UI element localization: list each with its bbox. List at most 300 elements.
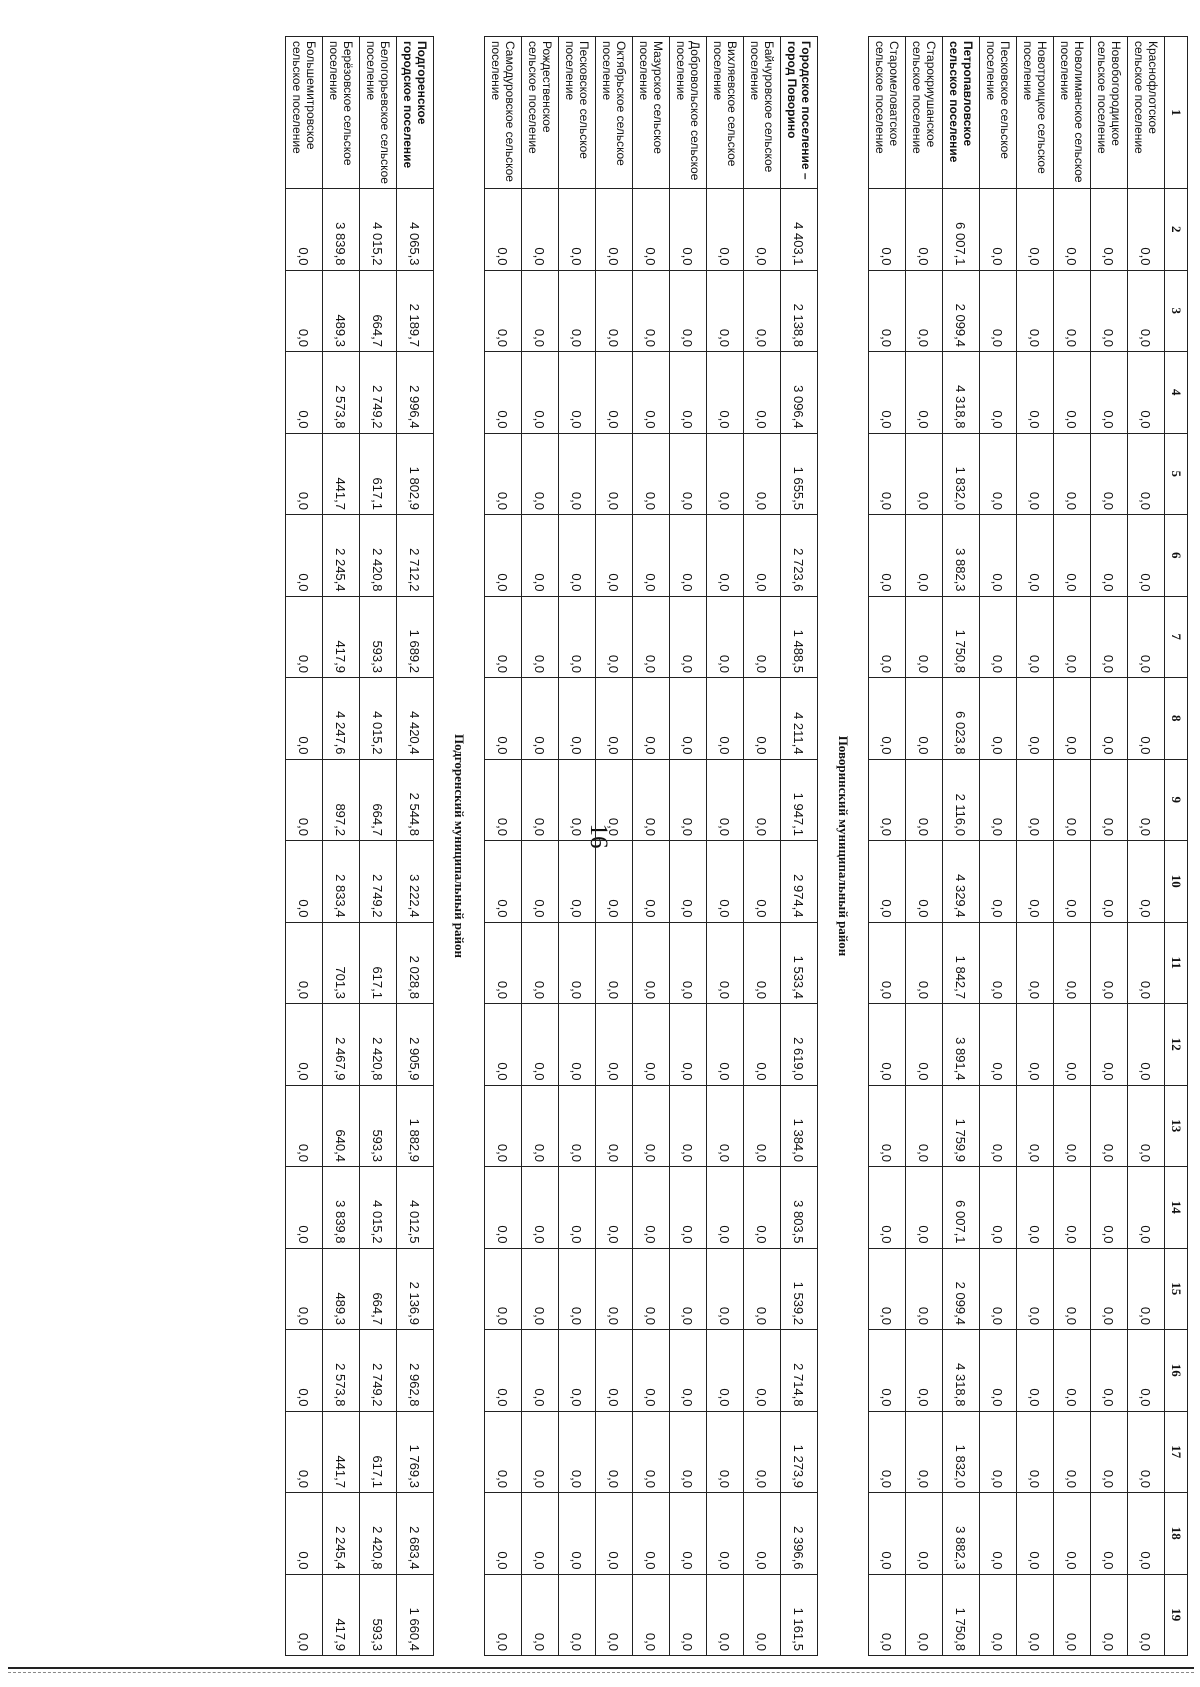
value-cell: 0,0 (670, 1167, 707, 1249)
value-cell: 2 749,2 (360, 352, 397, 434)
value-cell: 0,0 (485, 596, 522, 678)
value-cell: 2 723,6 (781, 515, 818, 597)
settlement-name: Новобогородицкое сельское поселение (1091, 37, 1128, 189)
value-cell: 0,0 (1054, 1330, 1091, 1412)
value-cell: 0,0 (869, 1085, 906, 1167)
value-cell: 0,0 (522, 1411, 559, 1493)
value-cell: 0,0 (1054, 1493, 1091, 1575)
value-cell: 0,0 (485, 759, 522, 841)
value-cell: 1 533,4 (781, 922, 818, 1004)
header-row (1165, 37, 1188, 1656)
value-cell: 0,0 (1054, 596, 1091, 678)
value-cell: 0,0 (670, 1004, 707, 1086)
value-cell: 0,0 (485, 189, 522, 271)
value-cell: 1 759,9 (943, 1085, 980, 1167)
value-cell: 1 655,5 (781, 433, 818, 515)
value-cell: 0,0 (707, 596, 744, 678)
value-cell: 0,0 (1128, 759, 1165, 841)
value-cell: 0,0 (485, 1004, 522, 1086)
value-cell: 0,0 (286, 189, 323, 271)
settlement-name: Байчуровское сельское поселение (744, 37, 781, 189)
value-cell: 0,0 (596, 1493, 633, 1575)
value-cell: 0,0 (744, 1167, 781, 1249)
value-cell: 0,0 (1017, 1085, 1054, 1167)
settlement-name: Песковское сельское поселение (980, 37, 1017, 189)
value-cell: 0,0 (906, 270, 943, 352)
value-cell: 0,0 (1128, 1167, 1165, 1249)
table-row (485, 37, 522, 1656)
value-cell: 0,0 (980, 352, 1017, 434)
value-cell: 0,0 (869, 352, 906, 434)
value-cell: 0,0 (744, 759, 781, 841)
value-cell: 0,0 (559, 1493, 596, 1575)
value-cell: 0,0 (559, 1411, 596, 1493)
value-cell: 2 136,9 (397, 1248, 434, 1330)
value-cell: 1 832,0 (943, 433, 980, 515)
column-number-header: 7 (1165, 596, 1188, 678)
settlement-name: Берёзовское сельское поселение (323, 37, 360, 189)
value-cell: 2 420,8 (360, 1493, 397, 1575)
value-cell: 0,0 (1054, 1574, 1091, 1656)
value-cell: 2 544,8 (397, 759, 434, 841)
value-cell: 0,0 (1091, 1411, 1128, 1493)
value-cell: 0,0 (1128, 1574, 1165, 1656)
settlement-name: Петропавловское сельское поселение (943, 37, 980, 189)
value-cell: 0,0 (485, 922, 522, 1004)
value-cell: 0,0 (633, 352, 670, 434)
value-cell: 3 839,8 (323, 1167, 360, 1249)
value-cell: 2 573,8 (323, 1330, 360, 1412)
column-number-header: 4 (1165, 352, 1188, 434)
value-cell: 0,0 (707, 759, 744, 841)
column-number-header: 1 (1165, 37, 1188, 189)
value-cell: 0,0 (1091, 1248, 1128, 1330)
value-cell: 0,0 (980, 1248, 1017, 1330)
value-cell: 0,0 (633, 1411, 670, 1493)
settlement-name: Старомеловатское сельское поселение (869, 37, 906, 189)
value-cell: 2 905,9 (397, 1004, 434, 1086)
value-cell: 0,0 (906, 922, 943, 1004)
value-cell: 0,0 (707, 352, 744, 434)
value-cell: 0,0 (869, 515, 906, 597)
value-cell: 0,0 (1054, 1004, 1091, 1086)
value-cell: 0,0 (707, 1330, 744, 1412)
value-cell: 0,0 (633, 1167, 670, 1249)
value-cell: 0,0 (485, 515, 522, 597)
value-cell: 0,0 (707, 1493, 744, 1575)
value-cell: 0,0 (980, 1085, 1017, 1167)
value-cell: 0,0 (744, 1493, 781, 1575)
value-cell: 0,0 (522, 1493, 559, 1575)
value-cell: 0,0 (596, 1167, 633, 1249)
value-cell: 0,0 (559, 841, 596, 923)
value-cell: 0,0 (906, 1330, 943, 1412)
value-cell: 0,0 (869, 1411, 906, 1493)
value-cell: 0,0 (1054, 270, 1091, 352)
value-cell: 0,0 (559, 433, 596, 515)
value-cell: 0,0 (744, 1330, 781, 1412)
value-cell: 0,0 (596, 759, 633, 841)
column-number-header: 3 (1165, 270, 1188, 352)
value-cell: 0,0 (906, 189, 943, 271)
table-row (522, 37, 559, 1656)
value-cell: 489,3 (323, 1248, 360, 1330)
value-cell: 0,0 (670, 1330, 707, 1412)
value-cell: 0,0 (1128, 352, 1165, 434)
value-cell: 0,0 (286, 1330, 323, 1412)
value-cell: 0,0 (980, 433, 1017, 515)
value-cell: 1 750,8 (943, 1574, 980, 1656)
value-cell: 0,0 (1128, 922, 1165, 1004)
value-cell: 1 161,5 (781, 1574, 818, 1656)
value-cell: 0,0 (707, 1411, 744, 1493)
value-cell: 617,1 (360, 433, 397, 515)
value-cell: 0,0 (286, 433, 323, 515)
value-cell: 0,0 (906, 841, 943, 923)
section-heading-row (818, 37, 869, 1656)
column-number-header: 19 (1165, 1574, 1188, 1656)
value-cell: 4 318,8 (943, 352, 980, 434)
value-cell: 593,3 (360, 1085, 397, 1167)
value-cell: 0,0 (1128, 433, 1165, 515)
value-cell: 2 749,2 (360, 841, 397, 923)
value-cell: 0,0 (869, 1167, 906, 1249)
settlement-name: Старокриушанское сельское поселение (906, 37, 943, 189)
value-cell: 0,0 (596, 1004, 633, 1086)
value-cell: 0,0 (980, 1330, 1017, 1412)
column-number-header: 11 (1165, 922, 1188, 1004)
value-cell: 0,0 (596, 189, 633, 271)
value-cell: 0,0 (522, 1085, 559, 1167)
value-cell: 0,0 (1128, 678, 1165, 760)
value-cell: 0,0 (906, 1411, 943, 1493)
value-cell: 0,0 (522, 841, 559, 923)
value-cell: 0,0 (1017, 1004, 1054, 1086)
value-cell: 0,0 (286, 1248, 323, 1330)
value-cell: 0,0 (980, 678, 1017, 760)
table-row (360, 37, 397, 1656)
value-cell: 0,0 (869, 759, 906, 841)
value-cell: 4 420,4 (397, 678, 434, 760)
column-number-header: 5 (1165, 433, 1188, 515)
value-cell: 417,9 (323, 596, 360, 678)
value-cell: 0,0 (1091, 352, 1128, 434)
value-cell: 0,0 (670, 189, 707, 271)
value-cell: 0,0 (633, 433, 670, 515)
value-cell: 0,0 (1054, 841, 1091, 923)
value-cell: 6 007,1 (943, 1167, 980, 1249)
value-cell: 0,0 (1128, 1330, 1165, 1412)
value-cell: 0,0 (869, 678, 906, 760)
column-number-header: 8 (1165, 678, 1188, 760)
value-cell: 4 015,2 (360, 189, 397, 271)
value-cell: 0,0 (286, 1574, 323, 1656)
value-cell: 2 996,4 (397, 352, 434, 434)
value-cell: 0,0 (1054, 515, 1091, 597)
value-cell: 2 420,8 (360, 515, 397, 597)
settlement-name: Подгоренское городское поселение (397, 37, 434, 189)
value-cell: 0,0 (670, 270, 707, 352)
value-cell: 0,0 (744, 352, 781, 434)
value-cell: 0,0 (670, 678, 707, 760)
value-cell: 441,7 (323, 1411, 360, 1493)
value-cell: 0,0 (286, 352, 323, 434)
value-cell: 2 712,2 (397, 515, 434, 597)
value-cell: 0,0 (559, 1167, 596, 1249)
value-cell: 0,0 (1091, 596, 1128, 678)
value-cell: 0,0 (670, 841, 707, 923)
value-cell: 0,0 (707, 270, 744, 352)
value-cell: 0,0 (1017, 922, 1054, 1004)
settlement-name: Городское поселение – город Поворино (781, 37, 818, 189)
value-cell: 0,0 (1128, 1493, 1165, 1575)
value-cell: 0,0 (1091, 1330, 1128, 1412)
value-cell: 4 012,5 (397, 1167, 434, 1249)
value-cell: 0,0 (744, 433, 781, 515)
value-cell: 4 403,1 (781, 189, 818, 271)
value-cell: 0,0 (1091, 1493, 1128, 1575)
value-cell: 4 015,2 (360, 678, 397, 760)
value-cell: 1 802,9 (397, 433, 434, 515)
value-cell: 4 329,4 (943, 841, 980, 923)
column-number-header: 14 (1165, 1167, 1188, 1249)
value-cell: 0,0 (286, 1493, 323, 1575)
value-cell: 0,0 (1128, 841, 1165, 923)
value-cell: 4 247,6 (323, 678, 360, 760)
value-cell: 0,0 (707, 1167, 744, 1249)
value-cell: 0,0 (485, 270, 522, 352)
value-cell: 0,0 (1091, 1085, 1128, 1167)
value-cell: 441,7 (323, 433, 360, 515)
value-cell: 0,0 (559, 352, 596, 434)
value-cell: 0,0 (485, 1330, 522, 1412)
value-cell: 0,0 (559, 515, 596, 597)
value-cell: 0,0 (286, 1167, 323, 1249)
value-cell: 3 882,3 (943, 1493, 980, 1575)
value-cell: 664,7 (360, 1248, 397, 1330)
table-row (633, 37, 670, 1656)
value-cell: 0,0 (980, 1004, 1017, 1086)
value-cell: 0,0 (744, 678, 781, 760)
column-number-header: 16 (1165, 1330, 1188, 1412)
value-cell: 617,1 (360, 922, 397, 1004)
value-cell: 0,0 (522, 1167, 559, 1249)
value-cell: 0,0 (1054, 1411, 1091, 1493)
value-cell: 0,0 (559, 922, 596, 1004)
table-row (781, 37, 818, 1656)
table-row (323, 37, 360, 1656)
settlement-name: Белогорьевское сельское поселение (360, 37, 397, 189)
value-cell: 0,0 (522, 678, 559, 760)
value-cell: 617,1 (360, 1411, 397, 1493)
column-number-header: 18 (1165, 1493, 1188, 1575)
value-cell: 0,0 (906, 678, 943, 760)
value-cell: 0,0 (633, 515, 670, 597)
value-cell: 2 683,4 (397, 1493, 434, 1575)
value-cell: 0,0 (744, 1574, 781, 1656)
value-cell: 0,0 (559, 1574, 596, 1656)
value-cell: 3 803,5 (781, 1167, 818, 1249)
value-cell: 0,0 (1128, 189, 1165, 271)
value-cell: 0,0 (1128, 270, 1165, 352)
value-cell: 4 015,2 (360, 1167, 397, 1249)
value-cell: 0,0 (1091, 922, 1128, 1004)
district-title: Подгоренский муниципальный район (434, 37, 485, 1656)
value-cell: 0,0 (670, 596, 707, 678)
value-cell: 0,0 (286, 678, 323, 760)
value-cell: 2 573,8 (323, 352, 360, 434)
value-cell: 0,0 (286, 1004, 323, 1086)
value-cell: 3 839,8 (323, 189, 360, 271)
value-cell: 0,0 (485, 1411, 522, 1493)
value-cell: 0,0 (1054, 678, 1091, 760)
value-cell: 0,0 (1091, 678, 1128, 760)
value-cell: 0,0 (559, 270, 596, 352)
value-cell: 0,0 (707, 433, 744, 515)
value-cell: 0,0 (286, 759, 323, 841)
value-cell: 4 318,8 (943, 1330, 980, 1412)
value-cell: 0,0 (596, 515, 633, 597)
column-number-header: 12 (1165, 1004, 1188, 1086)
value-cell: 0,0 (1017, 1411, 1054, 1493)
value-cell: 0,0 (1091, 1574, 1128, 1656)
value-cell: 0,0 (670, 1411, 707, 1493)
value-cell: 0,0 (869, 1004, 906, 1086)
data-table (285, 36, 1188, 1656)
value-cell: 593,3 (360, 1574, 397, 1656)
value-cell: 0,0 (869, 922, 906, 1004)
value-cell: 0,0 (906, 1004, 943, 1086)
settlement-name: Октябрьское сельское поселение (596, 37, 633, 189)
value-cell: 0,0 (980, 270, 1017, 352)
value-cell: 0,0 (1091, 841, 1128, 923)
value-cell: 0,0 (869, 1493, 906, 1575)
value-cell: 0,0 (980, 1167, 1017, 1249)
value-cell: 0,0 (744, 1085, 781, 1167)
value-cell: 0,0 (633, 189, 670, 271)
value-cell: 0,0 (522, 1330, 559, 1412)
value-cell: 0,0 (1017, 1330, 1054, 1412)
value-cell: 0,0 (633, 270, 670, 352)
value-cell: 0,0 (485, 352, 522, 434)
value-cell: 0,0 (485, 678, 522, 760)
settlement-name: Самодуровское сельское поселение (485, 37, 522, 189)
value-cell: 4 211,4 (781, 678, 818, 760)
value-cell: 0,0 (906, 1248, 943, 1330)
table-row (286, 37, 323, 1656)
value-cell: 0,0 (670, 922, 707, 1004)
settlement-name: Рождественское сельское поселение (522, 37, 559, 189)
value-cell: 0,0 (707, 1574, 744, 1656)
settlement-name: Мазурское сельское поселение (633, 37, 670, 189)
value-cell: 2 245,4 (323, 515, 360, 597)
section-heading-row (434, 37, 485, 1656)
value-cell: 0,0 (633, 1248, 670, 1330)
value-cell: 0,0 (1017, 1248, 1054, 1330)
value-cell: 0,0 (485, 1493, 522, 1575)
bottom-rule (8, 1667, 1194, 1669)
value-cell: 0,0 (980, 841, 1017, 923)
value-cell: 2 396,6 (781, 1493, 818, 1575)
value-cell: 0,0 (670, 352, 707, 434)
value-cell: 0,0 (707, 841, 744, 923)
value-cell: 0,0 (670, 433, 707, 515)
value-cell: 0,0 (707, 1004, 744, 1086)
value-cell: 0,0 (559, 596, 596, 678)
value-cell: 0,0 (1054, 1167, 1091, 1249)
value-cell: 0,0 (596, 1248, 633, 1330)
value-cell: 1 750,8 (943, 596, 980, 678)
value-cell: 3 222,4 (397, 841, 434, 923)
value-cell: 0,0 (1128, 1085, 1165, 1167)
value-cell: 0,0 (596, 270, 633, 352)
value-cell: 0,0 (596, 433, 633, 515)
value-cell: 0,0 (980, 596, 1017, 678)
value-cell: 0,0 (906, 352, 943, 434)
value-cell: 0,0 (485, 433, 522, 515)
value-cell: 0,0 (869, 1330, 906, 1412)
value-cell: 0,0 (633, 596, 670, 678)
value-cell: 0,0 (906, 1574, 943, 1656)
value-cell: 0,0 (522, 1004, 559, 1086)
value-cell: 0,0 (286, 1411, 323, 1493)
table-row (1091, 37, 1128, 1656)
value-cell: 0,0 (596, 1411, 633, 1493)
value-cell: 2 619,0 (781, 1004, 818, 1086)
table-row (906, 37, 943, 1656)
value-cell: 0,0 (286, 515, 323, 597)
value-cell: 0,0 (980, 1493, 1017, 1575)
value-cell: 0,0 (1017, 596, 1054, 678)
value-cell: 0,0 (286, 270, 323, 352)
bottom-rule-dashed (8, 1672, 1194, 1673)
value-cell: 0,0 (559, 1004, 596, 1086)
settlement-name: Добровольское сельское поселение (670, 37, 707, 189)
value-cell: 0,0 (633, 841, 670, 923)
value-cell: 2 138,8 (781, 270, 818, 352)
value-cell: 1 384,0 (781, 1085, 818, 1167)
value-cell: 0,0 (670, 1574, 707, 1656)
value-cell: 0,0 (707, 515, 744, 597)
value-cell: 0,0 (1054, 352, 1091, 434)
value-cell: 0,0 (596, 352, 633, 434)
value-cell: 1 832,0 (943, 1411, 980, 1493)
value-cell: 0,0 (1017, 1493, 1054, 1575)
value-cell: 0,0 (1091, 189, 1128, 271)
value-cell: 1 539,2 (781, 1248, 818, 1330)
table-row (943, 37, 980, 1656)
value-cell: 1 689,2 (397, 596, 434, 678)
value-cell: 897,2 (323, 759, 360, 841)
value-cell: 0,0 (286, 841, 323, 923)
value-cell: 0,0 (559, 189, 596, 271)
value-cell: 0,0 (869, 841, 906, 923)
value-cell: 0,0 (522, 270, 559, 352)
settlement-name: Новотроицкое сельское поселение (1017, 37, 1054, 189)
value-cell: 2 467,9 (323, 1004, 360, 1086)
value-cell: 0,0 (906, 1493, 943, 1575)
value-cell: 0,0 (744, 515, 781, 597)
value-cell: 0,0 (1017, 433, 1054, 515)
value-cell: 0,0 (596, 922, 633, 1004)
settlement-name: Краснофлотское сельское поселение (1128, 37, 1165, 189)
value-cell: 0,0 (1054, 189, 1091, 271)
value-cell: 0,0 (1054, 759, 1091, 841)
value-cell: 0,0 (633, 1085, 670, 1167)
value-cell: 0,0 (869, 1574, 906, 1656)
value-cell: 0,0 (707, 922, 744, 1004)
value-cell: 0,0 (670, 759, 707, 841)
